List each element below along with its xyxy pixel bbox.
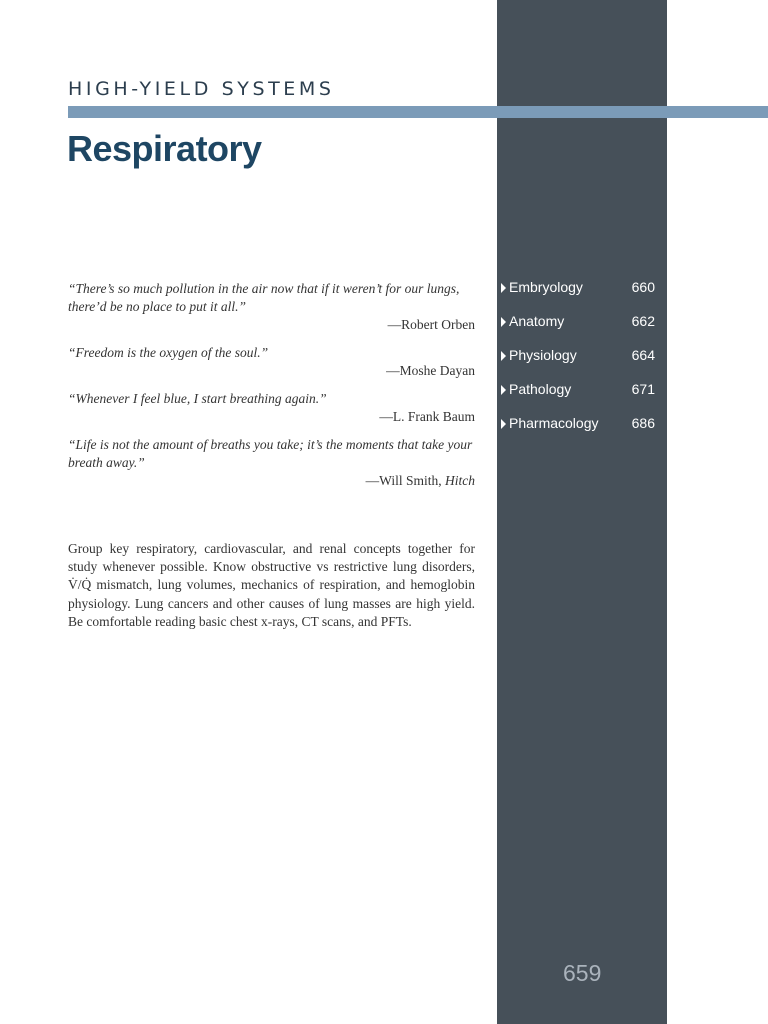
toc-item-pathology[interactable] <box>501 381 655 415</box>
quote-author-name: —Robert Orben <box>387 317 475 332</box>
triangle-right-icon <box>501 317 506 327</box>
quote-text: “Whenever I feel blue, I start breathing again.” <box>68 391 327 406</box>
toc-item-page: 660 <box>631 279 655 295</box>
quote-text: “There’s so much pollution in the air now that if it weren’t for our lungs, there’d be no place to put it all.” <box>68 281 460 314</box>
header-rule <box>68 106 768 118</box>
page-number: 659 <box>563 960 602 986</box>
quote <box>68 436 475 490</box>
page-title: Respiratory <box>67 128 262 169</box>
toc-item-label: Anatomy <box>509 313 565 329</box>
toc-item-label: Embryology <box>509 279 583 295</box>
quote <box>68 390 475 426</box>
toc-item-page: 671 <box>631 381 655 397</box>
quote-author-name: —Will Smith, <box>365 473 445 488</box>
quote-author-name: —Moshe Dayan <box>386 363 475 378</box>
toc-item-label: Pharmacology <box>509 415 599 431</box>
triangle-right-icon <box>501 283 506 293</box>
quote-author <box>68 316 475 334</box>
section-label: HIGH-YIELD SYSTEMS <box>68 78 335 100</box>
sidebar-panel <box>497 0 667 1024</box>
toc-item-label: Pathology <box>509 381 572 397</box>
toc-item-page: 662 <box>631 313 655 329</box>
toc-item-pharmacology[interactable] <box>501 415 655 449</box>
toc-item-label: Physiology <box>509 347 577 363</box>
quotes-block <box>68 280 475 500</box>
intro-paragraph: Group key respiratory, cardiovascular, and renal concepts together for study whenever possible. Know obstructive vs restrictive lung disorders, V̇/Q̇ mismatch, lung volumes, mechanics of respiration, and hemoglobin physiology. Lung cancers and other causes of lung masses are high yield. Be comfortable reading basic chest x-rays, CT scans, and PFTs. <box>68 541 475 629</box>
triangle-right-icon <box>501 351 506 361</box>
toc-item-physiology[interactable] <box>501 347 655 381</box>
quote-author <box>68 472 475 490</box>
triangle-right-icon <box>501 419 506 429</box>
quote <box>68 344 475 380</box>
triangle-right-icon <box>501 385 506 395</box>
quote-author-work: Hitch <box>445 473 475 488</box>
quote <box>68 280 475 334</box>
quote-text: “Freedom is the oxygen of the soul.” <box>68 345 269 360</box>
toc-item-page: 686 <box>631 415 655 431</box>
table-of-contents <box>501 279 655 449</box>
quote-text: “Life is not the amount of breaths you take; it’s the moments that take your breath away.” <box>68 437 473 470</box>
quote-author <box>68 408 475 426</box>
toc-item-anatomy[interactable] <box>501 313 655 347</box>
quote-author <box>68 362 475 380</box>
quote-author-name: —L. Frank Baum <box>379 409 475 424</box>
toc-item-embryology[interactable] <box>501 279 655 313</box>
toc-item-page: 664 <box>631 347 655 363</box>
